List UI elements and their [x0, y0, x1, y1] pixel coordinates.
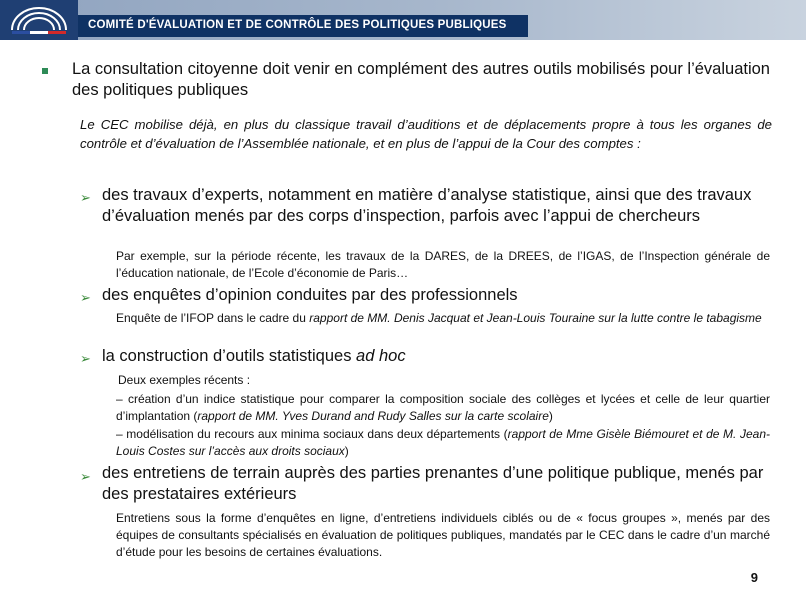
report-reference: rapport de MM. Yves Durand and Rudy Salles sur la carte scolaire — [197, 409, 549, 423]
report-reference: rapport de Mme Gisèle Biémouret et de M. Jean-Louis Costes sur l’accès aux droits sociaux — [116, 427, 770, 458]
example-minima-sociaux — [116, 426, 770, 460]
item-detail-experts: Par exemple, sur la période récente, les travaux de la DARES, de la DREES, de l’IGAS, de l’Inspection générale de l’éducation nationale, de l’Ecole d’économie de Paris… — [116, 249, 770, 280]
arrow-bullet-icon: ➢ — [80, 469, 91, 484]
arrow-bullet-icon: ➢ — [80, 290, 91, 305]
title-italic: ad hoc — [356, 347, 406, 365]
example-carte-scolaire — [116, 391, 770, 425]
page-number: 9 — [750, 570, 758, 585]
item-detail-interviews: Entretiens sous la forme d’enquêtes en ligne, d’entretiens individuels ciblés ou de « focus groupes », menés par des équipes de consultants spécialisés en évaluation de politiques publiques, mandatés par le CEC dans le cadre d’un marché d’étude pour les besoins de certaines évaluations. — [116, 511, 770, 559]
detail-text: Enquête de l’IFOP dans le cadre du — [116, 311, 310, 325]
arrow-bullet-icon: ➢ — [80, 351, 91, 366]
intro-paragraph: Le CEC mobilise déjà, en plus du classique travail d’auditions et de déplacements propre à tous les organes de contrôle et d’évaluation de l’Assemblée nationale, et en plus de l’appui de la Cour des comptes : — [80, 117, 772, 151]
item-title-surveys: des enquêtes d’opinion conduites par des professionnels — [102, 286, 518, 304]
arrow-bullet-icon: ➢ — [80, 190, 91, 205]
item-title-experts: des travaux d’experts, notamment en matière d’analyse statistique, ainsi que des travaux d’évaluation menés par des corps d’inspection, parfois avec l’appui de chercheurs — [102, 186, 752, 225]
item-detail-intro: Deux exemples récents : — [118, 373, 251, 387]
example-suffix: ) — [344, 444, 349, 458]
item-title-interviews: des entretiens de terrain auprès des parties prenantes d’une politique publique, menés par des prestataires extérieurs — [102, 464, 764, 503]
example-text: – création d’un indice statistique pour comparer la composition sociale des collèges et lycées et celle de leur quartier d’implantation ( — [116, 392, 770, 423]
report-reference: rapport de MM. Denis Jacquat et Jean-Louis Touraine sur la lutte contre le tabagisme — [309, 311, 762, 325]
banner-title: COMITÉ D'ÉVALUATION ET DE CONTRÔLE DES POLITIQUES PUBLIQUES — [88, 19, 507, 31]
example-suffix: ) — [548, 409, 553, 423]
title-text: la construction d’outils statistiques — [102, 347, 357, 365]
example-text: – modélisation du recours aux minima sociaux dans deux départements ( — [116, 427, 508, 441]
main-point: La consultation citoyenne doit venir en complément des autres outils mobilisés pour l’évaluation des politiques publiques — [72, 60, 770, 99]
main-bullet-icon — [42, 68, 48, 74]
item-title-statistics — [102, 346, 774, 367]
item-detail-surveys — [116, 310, 770, 327]
